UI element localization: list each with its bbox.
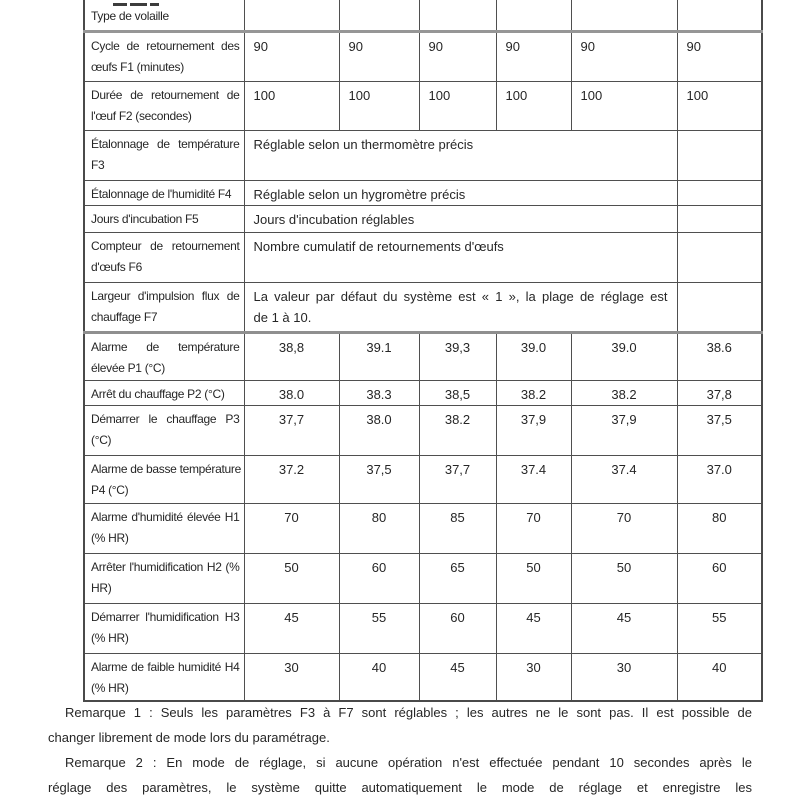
param-label-cell [84, 455, 244, 503]
param-value-cell: 70 [571, 503, 677, 553]
param-value-cell: 45 [244, 603, 339, 653]
param-label-cell [84, 232, 244, 282]
notes-section [48, 700, 752, 800]
param-value-cell: 70 [244, 503, 339, 553]
param-label-cell [84, 31, 244, 81]
param-label-cell [84, 130, 244, 180]
param-value-cell: 38,8 [244, 332, 339, 380]
param-value-cell: 50 [496, 553, 571, 603]
param-value-cell: 37.4 [496, 455, 571, 503]
param-description-cell [244, 232, 677, 282]
parameters-table [83, 0, 763, 702]
param-description-cell [244, 205, 677, 232]
text-line: Alarme de faible humidité H4 [91, 659, 240, 674]
text-line: Compteur de retournement [91, 238, 240, 253]
table-row [84, 503, 762, 553]
param-value-cell: 30 [244, 653, 339, 701]
table-row [84, 603, 762, 653]
params-table-body [84, 0, 762, 701]
param-value-cell: 40 [339, 653, 419, 701]
param-value-cell: 90 [496, 31, 571, 81]
param-value-cell: 90 [419, 31, 496, 81]
table-row [84, 653, 762, 701]
param-value-cell: 100 [571, 81, 677, 130]
header-empty-cell [244, 0, 339, 31]
header-empty-cell [339, 0, 419, 31]
param-value-cell: 37,7 [419, 455, 496, 503]
param-label-cell [84, 0, 244, 31]
text-line: Alarme de basse température [91, 461, 241, 476]
text-line: Étalonnage de l'humidité F4 [91, 186, 232, 201]
header-label: Type de volaille [91, 9, 169, 23]
param-value-cell: 37.0 [677, 455, 762, 503]
header-empty-cell [419, 0, 496, 31]
param-label-cell [84, 405, 244, 455]
note-line: changer librement de mode lors du paramétrage. [48, 730, 330, 745]
text-line: Jours d'incubation F5 [91, 211, 199, 226]
header-empty-cell [571, 0, 677, 31]
table-row [84, 455, 762, 503]
note-paragraph [48, 700, 752, 750]
param-value-cell: 37,5 [339, 455, 419, 503]
param-label-cell [84, 653, 244, 701]
empty-tail-cell [677, 205, 762, 232]
text-line: (% HR) [91, 680, 129, 695]
param-value-cell: 45 [571, 603, 677, 653]
param-label-cell [84, 380, 244, 405]
param-label-cell [84, 81, 244, 130]
empty-tail-cell [677, 180, 762, 205]
text-line: Cycle de retournement des [91, 38, 240, 53]
table-row [84, 232, 762, 282]
text-line: Réglable selon un thermomètre précis [253, 136, 474, 152]
param-value-cell: 37.4 [571, 455, 677, 503]
param-value-cell: 38.2 [496, 380, 571, 405]
param-label-cell [84, 205, 244, 232]
table-row [84, 205, 762, 232]
param-value-cell: 50 [244, 553, 339, 603]
param-value-cell: 90 [571, 31, 677, 81]
param-value-cell: 70 [496, 503, 571, 553]
param-label-cell [84, 553, 244, 603]
note-line: Remarque 2 : En mode de réglage, si aucune opération n'est effectuée pendant 10 secondes après le [65, 755, 752, 770]
param-value-cell: 37.2 [244, 455, 339, 503]
param-description-cell [244, 282, 677, 332]
empty-tail-cell [677, 282, 762, 332]
text-line: (°C) [91, 432, 112, 447]
text-line: Étalonnage de température [91, 136, 240, 151]
param-label-cell [84, 603, 244, 653]
table-row [84, 553, 762, 603]
text-line: Réglable selon un hygromètre précis [253, 186, 466, 202]
param-value-cell: 39.0 [496, 332, 571, 380]
text-line: élevée P1 (°C) [91, 360, 165, 375]
param-value-cell: 50 [571, 553, 677, 603]
param-value-cell: 38.6 [677, 332, 762, 380]
param-value-cell: 38.3 [339, 380, 419, 405]
text-line: La valeur par défaut du système est « 1 », la plage de réglage est [253, 288, 668, 304]
text-line: Démarrer l'humidification H3 [91, 609, 240, 624]
text-line: HR) [91, 580, 112, 595]
text-line: Nombre cumulatif de retournements d'œufs [253, 238, 504, 254]
param-value-cell: 90 [339, 31, 419, 81]
text-line: l'œuf F2 (secondes) [91, 108, 192, 123]
param-value-cell: 39.1 [339, 332, 419, 380]
param-value-cell: 45 [419, 653, 496, 701]
text-line: Démarrer le chauffage P3 [91, 411, 240, 426]
text-line: Durée de retournement de [91, 87, 240, 102]
param-value-cell: 38.2 [571, 380, 677, 405]
param-label-cell [84, 332, 244, 380]
param-value-cell: 37,9 [496, 405, 571, 455]
text-line: Largeur d'impulsion flux de [91, 288, 240, 303]
param-value-cell: 37,8 [677, 380, 762, 405]
empty-tail-cell [677, 130, 762, 180]
param-value-cell: 38.0 [244, 380, 339, 405]
table-row [84, 180, 762, 205]
param-label-cell [84, 282, 244, 332]
text-line: F3 [91, 157, 105, 172]
param-value-cell: 100 [419, 81, 496, 130]
text-line: (% HR) [91, 530, 129, 545]
table-row [84, 282, 762, 332]
param-value-cell: 39.0 [571, 332, 677, 380]
text-line: Alarme de température [91, 339, 240, 354]
param-value-cell: 100 [339, 81, 419, 130]
text-line: Arrêt du chauffage P2 (°C) [91, 386, 225, 401]
param-value-cell: 38.0 [339, 405, 419, 455]
text-line: Jours d'incubation réglables [253, 211, 415, 227]
param-description-cell [244, 180, 677, 205]
note-line: réglage des paramètres, le système quitte automatiquement le mode de réglage et enregistre les [48, 780, 752, 795]
table-header-row [84, 0, 762, 31]
param-value-cell: 39,3 [419, 332, 496, 380]
table-row [84, 130, 762, 180]
table-row [84, 332, 762, 380]
param-value-cell: 37,5 [677, 405, 762, 455]
text-line: (% HR) [91, 630, 129, 645]
text-line: chauffage F7 [91, 309, 158, 324]
param-value-cell: 90 [677, 31, 762, 81]
text-line: Alarme d'humidité élevée H1 [91, 509, 240, 524]
param-value-cell: 85 [419, 503, 496, 553]
param-value-cell: 80 [339, 503, 419, 553]
table-row [84, 81, 762, 130]
text-line: d'œufs F6 [91, 259, 142, 274]
param-value-cell: 60 [419, 603, 496, 653]
note-paragraph [48, 750, 752, 800]
param-description-cell [244, 130, 677, 180]
header-empty-cell [677, 0, 762, 31]
param-value-cell: 40 [677, 653, 762, 701]
param-value-cell: 38.2 [419, 405, 496, 455]
param-value-cell: 60 [677, 553, 762, 603]
param-value-cell: 65 [419, 553, 496, 603]
param-value-cell: 100 [244, 81, 339, 130]
text-line: P4 (°C) [91, 482, 129, 497]
param-value-cell: 30 [496, 653, 571, 701]
param-value-cell: 60 [339, 553, 419, 603]
param-value-cell: 55 [677, 603, 762, 653]
param-value-cell: 37,7 [244, 405, 339, 455]
text-line: de 1 à 10. [253, 309, 312, 325]
text-line: Arrêter l'humidification H2 (% [91, 559, 240, 574]
param-label-cell [84, 180, 244, 205]
param-label-cell [84, 503, 244, 553]
param-value-cell: 45 [496, 603, 571, 653]
note-line: Remarque 1 : Seuls les paramètres F3 à F7 sont réglables ; les autres ne le sont pas. Il est possible de [65, 705, 752, 720]
param-value-cell: 37,9 [571, 405, 677, 455]
table-row [84, 380, 762, 405]
param-value-cell: 100 [677, 81, 762, 130]
param-value-cell: 38,5 [419, 380, 496, 405]
param-value-cell: 100 [496, 81, 571, 130]
param-value-cell: 80 [677, 503, 762, 553]
table-row [84, 31, 762, 81]
param-value-cell: 90 [244, 31, 339, 81]
empty-tail-cell [677, 232, 762, 282]
text-line: œufs F1 (minutes) [91, 59, 184, 74]
header-empty-cell [496, 0, 571, 31]
table-row [84, 405, 762, 455]
param-value-cell: 55 [339, 603, 419, 653]
param-value-cell: 30 [571, 653, 677, 701]
